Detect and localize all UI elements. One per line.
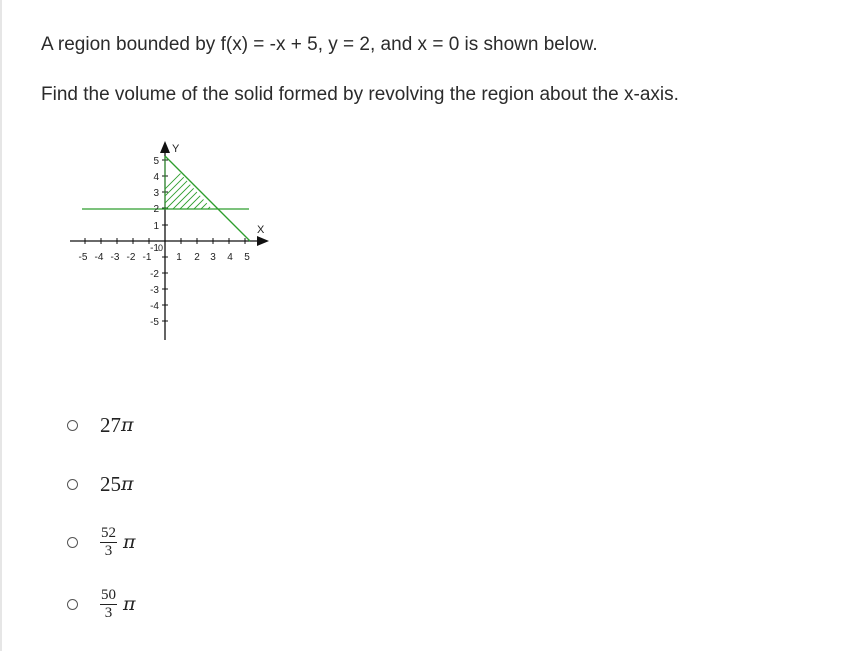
svg-text:-5: -5 bbox=[150, 317, 159, 328]
radio-button-icon[interactable] bbox=[67, 537, 78, 548]
svg-text:5: 5 bbox=[153, 156, 159, 167]
x-axis-label: X bbox=[257, 224, 265, 236]
fraction-denominator: 3 bbox=[104, 604, 113, 621]
option-a[interactable] bbox=[67, 405, 134, 445]
fraction-numerator: 52 bbox=[101, 524, 116, 541]
page-left-border bbox=[0, 0, 2, 651]
svg-text:-5: -5 bbox=[78, 252, 88, 263]
y-axis-arrow bbox=[160, 141, 170, 153]
svg-text:1: 1 bbox=[153, 221, 159, 232]
svg-text:-3: -3 bbox=[110, 252, 120, 263]
radio-button-icon[interactable] bbox=[67, 479, 78, 490]
pi-symbol: π bbox=[123, 593, 136, 615]
svg-text:4: 4 bbox=[153, 172, 159, 183]
option-c-fraction bbox=[100, 526, 117, 559]
y-tick-labels-negative bbox=[150, 243, 159, 328]
svg-text:-2: -2 bbox=[126, 252, 136, 263]
option-d[interactable] bbox=[67, 584, 136, 624]
question-prompt: Find the volume of the solid formed by revolving the region about the x-axis. bbox=[41, 84, 679, 105]
option-b-value: 25 bbox=[100, 471, 121, 496]
option-b[interactable] bbox=[67, 464, 134, 504]
svg-text:3: 3 bbox=[153, 188, 159, 199]
option-a-value: 27 bbox=[100, 412, 121, 437]
radio-button-icon[interactable] bbox=[67, 420, 78, 431]
svg-text:1: 1 bbox=[176, 252, 182, 263]
y-tick-labels-positive bbox=[153, 156, 159, 232]
svg-text:-1: -1 bbox=[142, 252, 152, 263]
svg-text:-1: -1 bbox=[150, 243, 159, 254]
svg-text:3: 3 bbox=[210, 252, 216, 263]
svg-text:2: 2 bbox=[194, 252, 200, 263]
option-d-fraction bbox=[100, 588, 117, 621]
x-axis-arrow bbox=[257, 236, 269, 246]
y-axis-label: Y bbox=[172, 143, 180, 155]
shaded-region bbox=[145, 149, 268, 209]
svg-text:-4: -4 bbox=[150, 301, 159, 312]
svg-text:2: 2 bbox=[153, 204, 159, 215]
region-graph bbox=[70, 138, 270, 348]
fraction-denominator: 3 bbox=[104, 542, 113, 559]
question-statement: A region bounded by f(x) = -x + 5, y = 2, and x = 0 is shown below. bbox=[41, 34, 598, 55]
svg-text:-3: -3 bbox=[150, 285, 159, 296]
origin-label: 0 bbox=[158, 243, 164, 253]
radio-button-icon[interactable] bbox=[67, 599, 78, 610]
fraction-numerator: 50 bbox=[101, 586, 116, 603]
svg-text:-4: -4 bbox=[94, 252, 104, 263]
pi-symbol: π bbox=[123, 531, 136, 553]
pi-symbol: π bbox=[121, 414, 134, 436]
svg-text:4: 4 bbox=[227, 252, 233, 263]
svg-text:5: 5 bbox=[244, 252, 250, 263]
option-c[interactable] bbox=[67, 522, 136, 562]
pi-symbol: π bbox=[121, 473, 134, 495]
svg-text:-2: -2 bbox=[150, 269, 159, 280]
line-f-of-x bbox=[165, 156, 250, 241]
